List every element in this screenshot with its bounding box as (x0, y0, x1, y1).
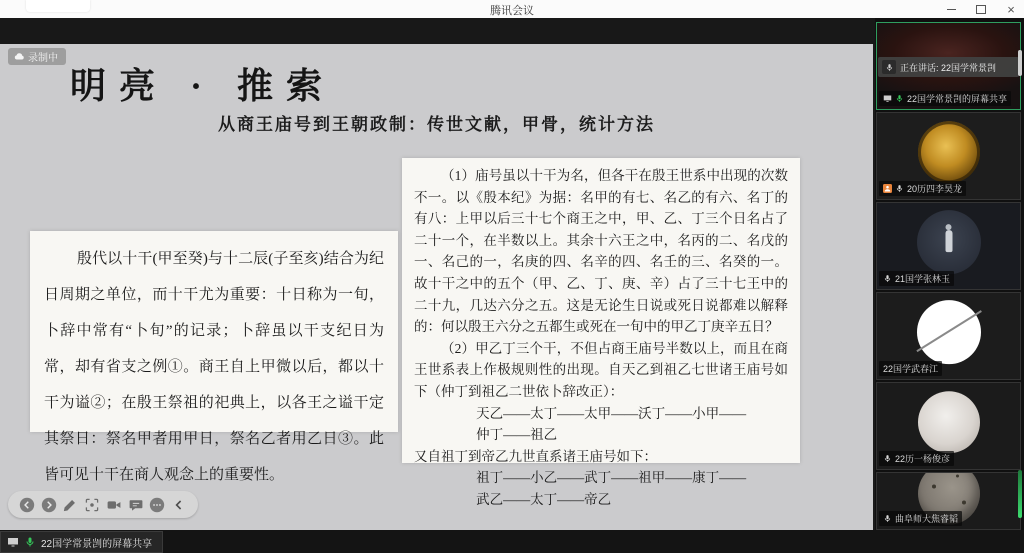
mic-icon (895, 184, 904, 193)
scrollbar-thumb[interactable] (1018, 50, 1022, 76)
participant-name: 22国学常景剀的屏幕共享 (907, 94, 1008, 104)
collapse-icon (171, 497, 187, 513)
next-page-button[interactable] (40, 496, 58, 514)
screenshot-icon (84, 497, 100, 513)
screenshot-button[interactable] (83, 496, 101, 514)
screen-share-icon (7, 536, 19, 548)
right-paragraph-1: （1）庙号虽以十干为名，但各干在殷王世系中出现的次数不一。以《殷本纪》为据：名甲的有七、名乙的有六、名丁的有八：上甲以后三十七个商王之中，甲、乙、丁三个日名占了二十一个，在半数以上。其余十六王之中，名丙的二、名戊的一、名己的一，名庚的四、名辛的四、名壬的三、名癸的一。故十干之中的五个（甲、乙、丁、庚、辛）占了三十七王中的二十九，几达六分之五。这是无论生日说或死日说都难以解释的：何以殷王六分之五都生或死在一旬中的甲乙丁庚辛五日？ (414, 168, 788, 335)
share-status-label: 22国学常景剀的屏幕共享 (41, 538, 153, 550)
avatar (918, 121, 980, 183)
speaking-indicator (878, 57, 1019, 77)
prev-page-button[interactable] (18, 496, 36, 514)
king-lineage-1b: 仲丁——祖乙 (476, 427, 558, 443)
collapse-toolbar-button[interactable] (170, 496, 188, 514)
tile-label (879, 451, 954, 466)
participant-tile[interactable] (876, 292, 1021, 380)
participant-name: 曲阜师大焦睿韬 (895, 514, 959, 524)
king-lineage-2a: 祖丁——小乙——武丁——祖甲——康丁—— (476, 470, 747, 486)
cloud-icon (14, 52, 24, 62)
tile-label (879, 511, 962, 526)
participant-tile[interactable] (876, 202, 1021, 290)
slide-title: 明亮 · 推索 (70, 66, 336, 106)
mic-icon (883, 514, 892, 523)
chat-button[interactable] (127, 496, 145, 514)
chat-icon (128, 497, 144, 513)
tile-label (879, 181, 966, 196)
slide-subtitle: 从商王庙号到王朝政制：传世文献，甲骨，统计方法 (218, 115, 655, 134)
annotation-toolbar (8, 491, 198, 518)
tile-label (879, 91, 1011, 106)
participant-name: 20历四李昊龙 (907, 184, 963, 194)
title-bar (0, 0, 1024, 19)
top-dark-band (0, 18, 1024, 44)
avatar (917, 300, 981, 364)
speaking-label: 正在讲话: 22国学常景剀 (900, 62, 997, 73)
prev-icon (19, 497, 35, 513)
shared-screen-stage (0, 44, 873, 530)
avatar (917, 210, 981, 274)
recording-label: 录制中 (28, 53, 58, 64)
window-controls (944, 0, 1018, 18)
participant-name: 22历一杨俊彦 (895, 454, 951, 464)
recording-badge (8, 48, 66, 65)
right-paragraph-2: （2）甲乙丁三个干，不但占商王庙号半数以上，而且在商王世系表上作极规则性的出现。自天乙到祖乙七世诸王庙号如下（仲丁到祖乙二世依卜辞改正）： (414, 340, 788, 399)
mic-icon (895, 94, 904, 103)
participant-name: 21国学张林玉 (895, 274, 951, 284)
king-lineage-2b: 武乙——太丁——帝乙 (476, 491, 612, 507)
tile-label (879, 271, 954, 286)
tile-label (879, 361, 942, 376)
maximize-button[interactable] (974, 2, 988, 16)
window-title: 腾讯会议 (490, 5, 534, 17)
mic-icon (885, 63, 894, 72)
participant-tile[interactable] (876, 112, 1021, 200)
scanned-text-left (30, 231, 398, 483)
participants-sidebar (875, 18, 1024, 530)
participant-tile[interactable] (876, 382, 1021, 470)
right-paragraph-3: 又自祖丁到帝乙九世直系诸王庙号如下： (414, 448, 657, 464)
mic-icon (883, 274, 892, 283)
screen-share-status-chip (0, 531, 163, 553)
pencil-icon (62, 497, 78, 513)
mic-icon (24, 536, 36, 548)
annotate-button[interactable] (61, 496, 79, 514)
speaking-mic-box (882, 60, 896, 74)
camera-icon (106, 497, 122, 513)
more-button[interactable] (148, 496, 166, 514)
participant-tile[interactable] (876, 472, 1021, 530)
audio-level-bar (1018, 470, 1022, 518)
close-button[interactable]: × (1007, 1, 1015, 17)
bottom-bar (0, 530, 1024, 553)
screen-share-icon (883, 94, 892, 103)
left-paragraph: 殷代以十干(甲至癸)与十二辰(子至亥)结合为纪日周期之单位，而十干尤为重要：十日称为一旬，卜辞中常有“卜旬”的记录；卜辞虽以干支纪日为常，却有省支之例①。商王自上甲微以后，都以十干为谥②；在殷王祭祖的祀典上，以各王之谥干定其祭日：祭名甲者用甲日，祭名乙者用乙日③。此皆可见十干在商人观念上的重要性。 (44, 251, 384, 483)
next-icon (41, 497, 57, 513)
scanned-text-right (402, 158, 800, 507)
person-icon (883, 184, 892, 193)
participant-name: 22国学武春江 (883, 364, 939, 374)
avatar (918, 391, 980, 453)
king-lineage-1a: 天乙——太丁——太甲——沃丁——小甲—— (476, 405, 747, 421)
mic-icon (883, 454, 892, 463)
more-icon (149, 497, 165, 513)
camera-button[interactable] (105, 496, 123, 514)
minimize-button[interactable] (944, 2, 958, 16)
